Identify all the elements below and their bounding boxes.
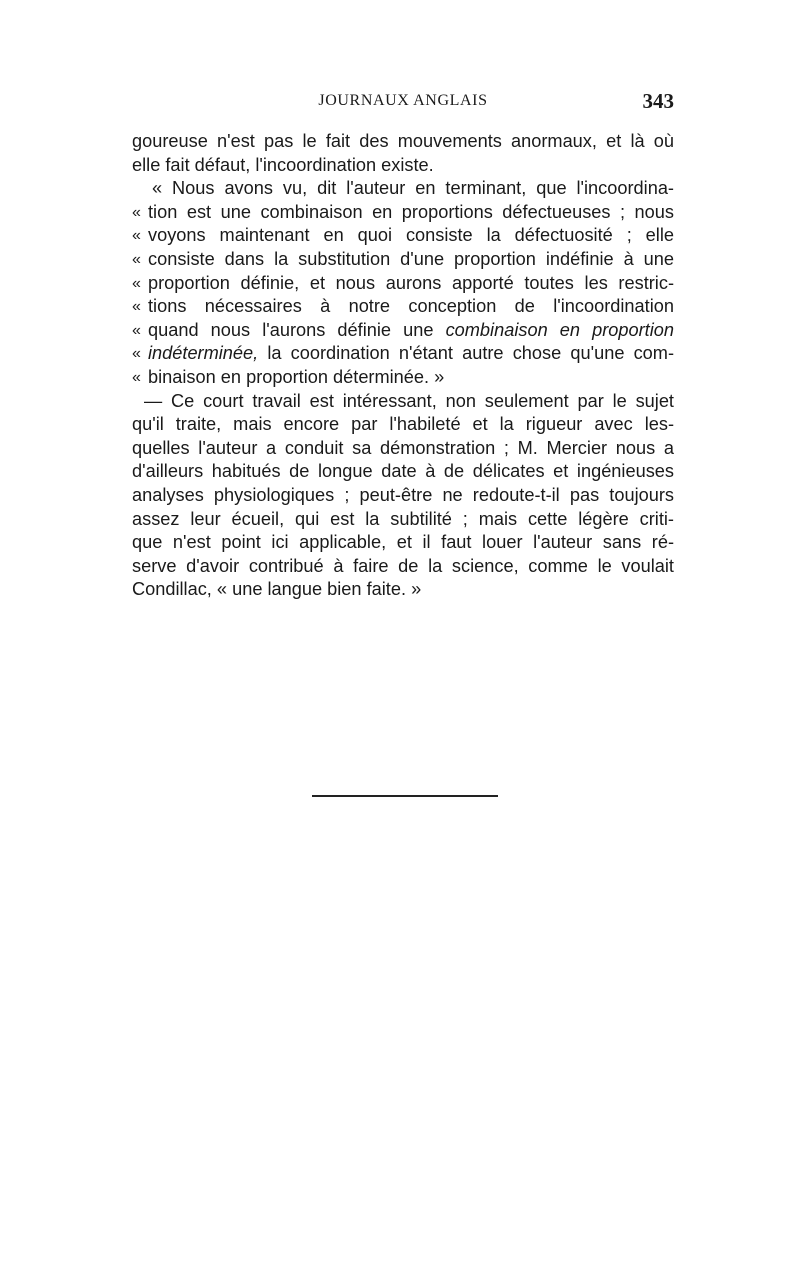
text-line: quelles l'auteur a conduit sa démonstration ; M. Mercier nous a — [132, 437, 674, 458]
quoted-line-text: consiste dans la substitution d'une proportion indéfinie à une — [148, 248, 674, 269]
quoted-line — [132, 342, 674, 366]
text-line: qu'il traite, mais encore par l'habileté et la rigueur avec les- — [132, 414, 674, 435]
quoted-line-text: quand nous l'aurons définie une — [148, 319, 446, 340]
running-title: JOURNAUX ANGLAIS — [318, 92, 488, 109]
quote-mark: « — [132, 227, 141, 245]
italic-phrase: combinaison en proportion — [445, 319, 674, 340]
text-line: analyses physiologiques ; peut-être ne redoute-t-il pas toujours — [132, 484, 674, 505]
page-number: 343 — [642, 89, 674, 113]
quote-mark: « — [132, 250, 141, 268]
body-text — [132, 130, 674, 602]
text-line: d'ailleurs habitués de longue date à de délicates et ingénieuses — [132, 461, 674, 482]
quoted-line — [132, 201, 674, 225]
text-line: serve d'avoir contribué à faire de la science, comme le voulait — [132, 555, 674, 576]
quoted-line — [132, 319, 674, 343]
running-header — [132, 89, 674, 116]
text-line: que n'est point ici applicable, et il faut louer l'auteur sans ré- — [132, 532, 674, 553]
quote-mark: « — [132, 203, 141, 221]
quoted-line — [132, 224, 674, 248]
quote-mark: « — [132, 298, 141, 316]
quote-mark: « — [132, 345, 141, 363]
quoted-line-text: la coordination n'étant autre chose qu'une com- — [258, 343, 674, 364]
quoted-line-text: voyons maintenant en quoi consiste la défectuosité ; elle — [148, 225, 674, 246]
quote-opening-line: « Nous avons vu, dit l'auteur en terminant, que l'incoordina- — [152, 178, 674, 199]
text-line: elle fait défaut, l'incoordination existe. — [132, 154, 434, 175]
quoted-line — [132, 248, 674, 272]
text-line: assez leur écueil, qui est la subtilité ; mais cette légère criti- — [132, 508, 674, 529]
quoted-line-text: tion est une combinaison en proportions défectueuses ; nous — [148, 201, 674, 222]
quoted-line-text: tions nécessaires à notre conception de l'incoordination — [148, 296, 674, 317]
italic-phrase: indéterminée, — [148, 343, 259, 364]
quoted-line-text: proportion définie, et nous aurons apporté toutes les restric- — [148, 272, 674, 293]
quote-mark: « — [132, 368, 141, 386]
text-line: goureuse n'est pas le fait des mouvements anormaux, et là où — [132, 131, 674, 151]
quoted-line-text: binaison en proportion déterminée. » — [148, 366, 445, 387]
quote-mark: « — [132, 321, 141, 339]
quoted-line — [132, 366, 674, 390]
paragraph-opening-line: — Ce court travail est intéressant, non seulement par le sujet — [144, 390, 674, 411]
quote-mark: « — [132, 274, 141, 292]
bleed-through-rule — [312, 795, 498, 797]
quoted-line — [132, 272, 674, 296]
quoted-line — [132, 295, 674, 319]
text-line: Condillac, « une langue bien faite. » — [132, 579, 422, 600]
